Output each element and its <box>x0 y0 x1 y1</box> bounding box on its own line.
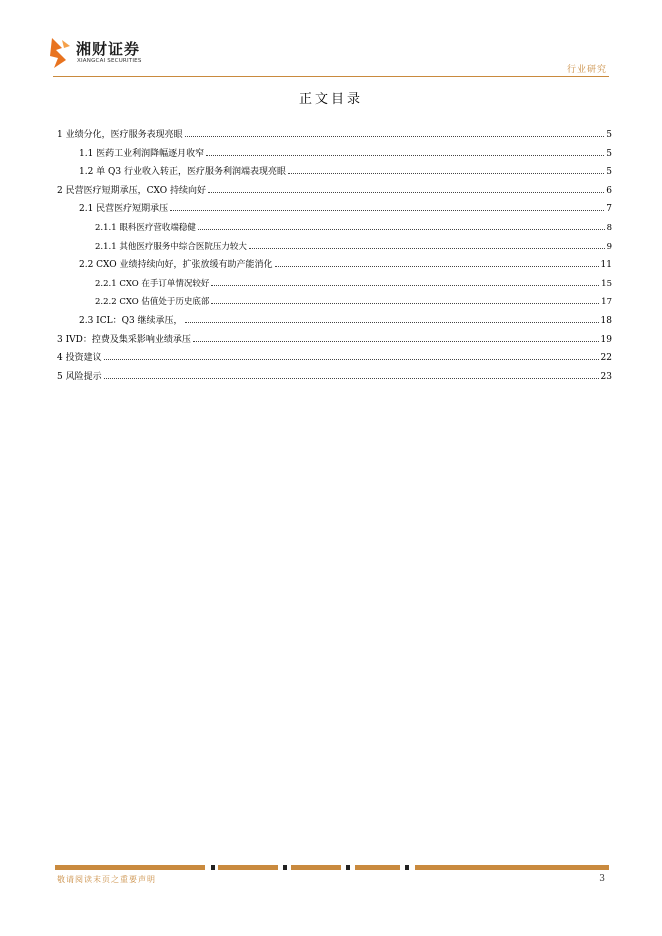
toc-entry-page: 8 <box>606 223 612 233</box>
toc-entry[interactable] <box>57 275 612 289</box>
toc-entry-page: 11 <box>600 260 612 271</box>
toc-entry-page: 5 <box>606 130 612 140</box>
page-number: 3 <box>599 874 605 884</box>
toc-entry[interactable] <box>57 219 612 233</box>
toc-leader-dots <box>211 302 599 304</box>
toc-entry[interactable] <box>57 331 612 345</box>
toc-entry-page: 22 <box>600 353 612 364</box>
toc-entry-page: 23 <box>600 371 612 382</box>
toc-entry-title: 2.2 CXO 业绩持续向好，扩张放缓有助产能消化 <box>79 260 273 271</box>
toc-leader-dots <box>275 265 599 267</box>
toc-entry-title: 2 民营医疗短期承压，CXO 持续向好 <box>57 185 206 196</box>
toc-entry-page: 5 <box>606 167 612 178</box>
toc-entry-page: 9 <box>606 241 612 252</box>
toc-entry[interactable] <box>57 349 612 363</box>
toc-entry-title: 2.1.1 眼科医疗营收端稳健 <box>95 223 196 233</box>
toc-entry-page: 15 <box>601 278 612 289</box>
logo-name-en: XIANGCAI SECURITIES <box>77 58 142 64</box>
toc-leader-dots <box>206 154 604 156</box>
toc-leader-dots <box>185 321 599 323</box>
toc-entry-title: 2.3 ICL：Q3 继续承压， <box>79 316 183 326</box>
toc-entry-page: 17 <box>601 297 612 308</box>
toc-entry[interactable] <box>57 163 612 177</box>
toc-entry-page: 5 <box>606 148 612 159</box>
toc-entry-title: 4 投资建议 <box>57 353 102 364</box>
toc-entry-title: 1 业绩分化，医疗服务表现亮眼 <box>57 130 183 140</box>
toc-entry-title: 3 IVD：控费及集采影响业绩承压 <box>57 334 191 345</box>
toc-leader-dots <box>170 209 604 211</box>
toc-leader-dots <box>208 191 604 193</box>
toc-entry[interactable] <box>57 126 612 140</box>
toc-entry-title: 2.2.1 CXO 在手订单情况较好 <box>95 278 210 289</box>
toc-entry[interactable] <box>57 238 612 252</box>
toc-entry[interactable] <box>57 293 612 307</box>
toc-entry[interactable] <box>57 312 612 326</box>
toc-leader-dots <box>193 340 599 342</box>
toc-entry-title: 2.2.2 CXO 估值处于历史底部 <box>95 297 210 308</box>
section-label: 行业研究 <box>566 65 607 75</box>
footer-decorative-bar <box>55 865 609 870</box>
footer-disclaimer: 敬请阅读末页之重要声明 <box>57 875 156 884</box>
logo-name-cn: 湘财证券 <box>76 40 141 58</box>
toc-entry-title: 5 风险提示 <box>57 371 102 382</box>
toc-leader-dots <box>198 228 605 230</box>
toc-entry-page: 7 <box>606 204 612 215</box>
toc-leader-dots <box>104 377 599 379</box>
toc-entry[interactable] <box>57 182 612 196</box>
toc-entry-title: 1.2 单 Q3 行业收入转正，医疗服务利润端表现亮眼 <box>79 167 287 178</box>
toc-entry-page: 18 <box>600 316 612 326</box>
toc-entry[interactable] <box>57 368 612 382</box>
toc-entry[interactable] <box>57 256 612 270</box>
toc-entry-title: 1.1 医药工业利润降幅逐月收窄 <box>79 148 205 159</box>
toc-leader-dots <box>249 247 605 249</box>
toc-entry-title: 2.1.1 其他医疗服务中综合医院压力较大 <box>95 241 247 252</box>
toc-leader-dots <box>185 135 605 137</box>
header-divider <box>53 76 609 77</box>
toc-leader-dots <box>104 358 599 360</box>
toc-leader-dots <box>211 284 599 286</box>
toc-entry-page: 6 <box>606 185 612 196</box>
toc-entry[interactable] <box>57 145 612 159</box>
toc-entry-page: 19 <box>600 334 612 345</box>
toc-entry-title: 2.1 民营医疗短期承压 <box>79 204 169 215</box>
company-logo <box>48 36 158 72</box>
toc-entry[interactable] <box>57 200 612 214</box>
toc-leader-dots <box>288 172 604 174</box>
toc-title: 正文目录 <box>298 92 363 107</box>
logo-mark-icon <box>48 36 74 70</box>
